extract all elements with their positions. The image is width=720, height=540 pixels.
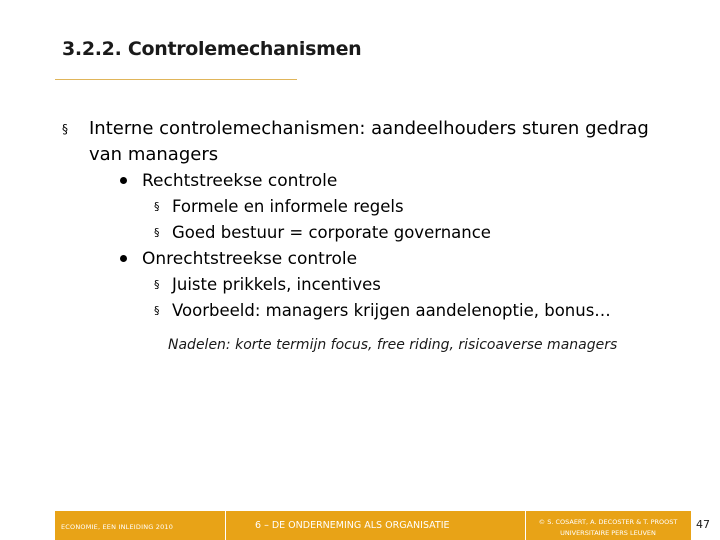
section-bullet-icon: §: [154, 278, 160, 291]
title-underline: [55, 79, 297, 80]
footer-chapter: 6 – DE ONDERNEMING ALS ORGANISATIE: [255, 520, 450, 531]
detail-bullet: [154, 194, 682, 220]
bullet-dot-icon: [120, 177, 127, 184]
detail-bullet-text: Formele en informele regels: [172, 197, 404, 216]
bullet-dot-icon: [120, 255, 127, 262]
drawbacks-note: Nadelen: korte termijn focus, free riding, risicoaverse managers: [168, 337, 618, 353]
detail-bullet: [154, 298, 682, 324]
sub-bullet-direct-control: [120, 168, 682, 194]
footer-copyright-publisher: UNIVERSITAIRE PERS LEUVEN: [560, 529, 656, 537]
section-bullet-icon: §: [154, 304, 160, 317]
page-number: 47: [696, 518, 710, 531]
detail-bullet: [154, 272, 682, 298]
slide-title: 3.2.2. Controlemechanismen: [62, 38, 362, 60]
detail-bullet: [154, 220, 682, 246]
footer-divider: [525, 511, 526, 540]
section-bullet-icon: §: [154, 226, 160, 239]
sub-bullet-indirect-control: [120, 246, 682, 272]
detail-bullet-text: Voorbeeld: managers krijgen aandelenoptie, bonus…: [172, 301, 611, 320]
footer-book-title: ECONOMIE, EEN INLEIDING 2010: [61, 523, 174, 531]
sub-bullet-text: Rechtstreekse controle: [142, 171, 338, 191]
footer-copyright-authors: © S. COSAERT, A. DECOSTER & T. PROOST: [538, 518, 678, 526]
section-bullet-icon: §: [154, 200, 160, 213]
detail-bullet-text: Goed bestuur = corporate governance: [172, 223, 491, 242]
footer-copyright: [533, 517, 683, 539]
sub-bullet-text: Onrechtstreekse controle: [142, 249, 358, 269]
footer-bar: [55, 511, 691, 540]
detail-bullet-text: Juiste prikkels, incentives: [172, 275, 381, 294]
main-bullet-text: Interne controlemechanismen: aandeelhouders sturen gedrag van managers: [89, 118, 649, 165]
slide-content: [62, 116, 682, 324]
main-bullet: [62, 116, 669, 168]
footer-divider: [225, 511, 226, 540]
section-bullet-icon: §: [62, 122, 68, 136]
